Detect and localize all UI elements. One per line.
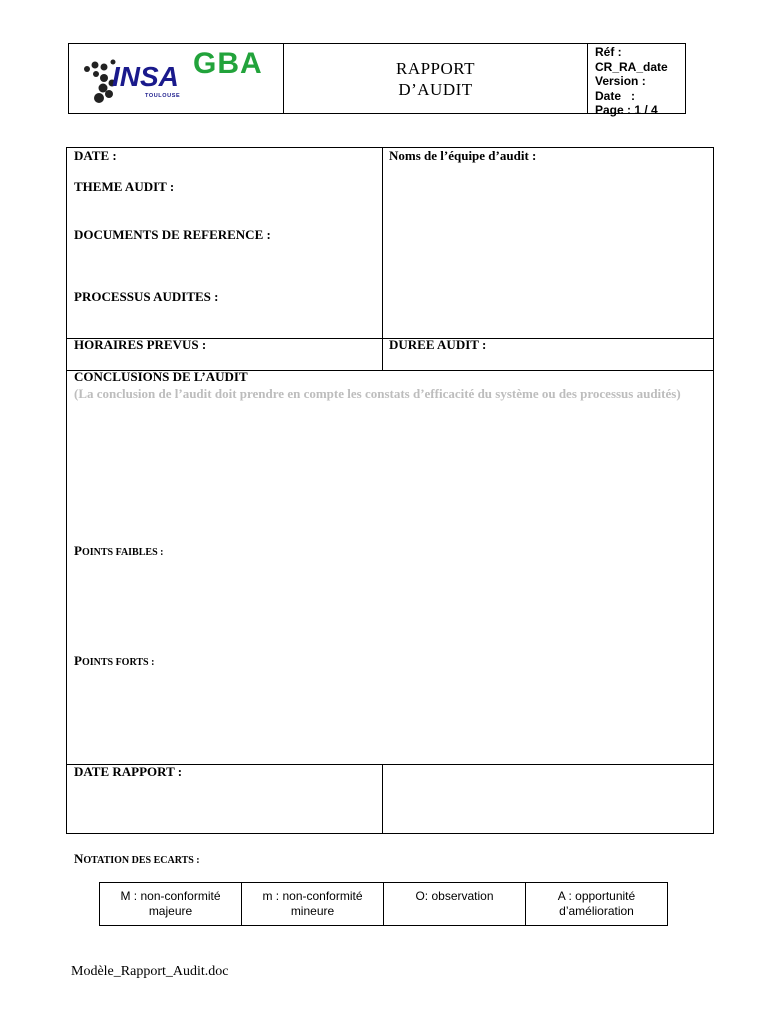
notation-cell-mineure-line2: mineure [290,904,335,918]
date-label: DATE : [74,148,117,163]
points-forts-label [74,653,154,671]
notation-cell-amelioration-line1: A : opportunité [557,889,636,903]
conclusions-hint: (La conclusion de l’audit doit prendre en compte les constats d’efficacité du système ou des processus audités) [74,386,681,401]
notation-cell-majeure-line1: M : non-conformité [120,889,221,903]
duree-audit-label: DUREE AUDIT : [389,337,487,352]
theme-audit-label: THEME AUDIT : [74,179,175,194]
report-title-line1: RAPPORT [395,58,475,78]
notation-title-initial: N [74,851,84,866]
notation-title-rest: OTATION DES ECARTS : [83,855,200,866]
reference-block [588,44,685,117]
document-header [68,43,686,117]
notation-cell-majeure-line2: majeure [148,904,193,918]
notation-table [99,882,668,926]
points-faibles-rest: OINTS FAIBLES : [81,547,164,558]
notation-cell-observation-line1: O: observation [415,889,494,903]
notation-cell-mineure [242,883,384,925]
equipe-audit-label: Noms de l’équipe d’audit : [389,148,537,163]
logo-cell [69,44,284,113]
points-forts-initial: P [74,653,82,668]
conclusions-label: CONCLUSIONS DE L’AUDIT [74,369,248,384]
date-rapport-label: DATE RAPPORT : [74,764,183,779]
divider-vertical-bottom [382,764,383,833]
notation-cell-majeure [100,883,242,925]
processus-audites-label: PROCESSUS AUDITES : [74,289,219,304]
horaires-prevus-label: HORAIRES PREVUS : [74,337,207,352]
logo-insa-text: INSA [112,61,179,92]
points-forts-rest: OINTS FORTS : [81,657,155,668]
report-title [284,44,588,113]
points-faibles-initial: P [74,543,82,558]
logo-toulouse-text: TOULOUSE [145,93,181,99]
notation-cell-amelioration-line2: d’amélioration [559,904,634,918]
date-line: Date : [595,88,636,103]
notation-title [74,851,200,869]
points-faibles-label [74,543,163,561]
version-line: Version : [595,74,646,88]
ref-line: Réf : CR_RA_date [595,45,668,74]
notation-cell-mineure-line1: m : non-conformité [262,889,363,903]
insa-logo-icon [81,54,193,110]
notation-cell-amelioration [526,883,667,925]
report-title-line2: D’AUDIT [398,79,473,99]
gba-brand: GBA [193,47,263,80]
footer-filename: Modèle_Rapport_Audit.doc [71,964,229,979]
divider-vertical-top [382,148,383,370]
page-line: Page : 1 / 4 [595,103,658,117]
audit-form [66,147,714,834]
documents-reference-label: DOCUMENTS DE REFERENCE : [74,227,271,242]
notation-cell-observation [384,883,526,925]
